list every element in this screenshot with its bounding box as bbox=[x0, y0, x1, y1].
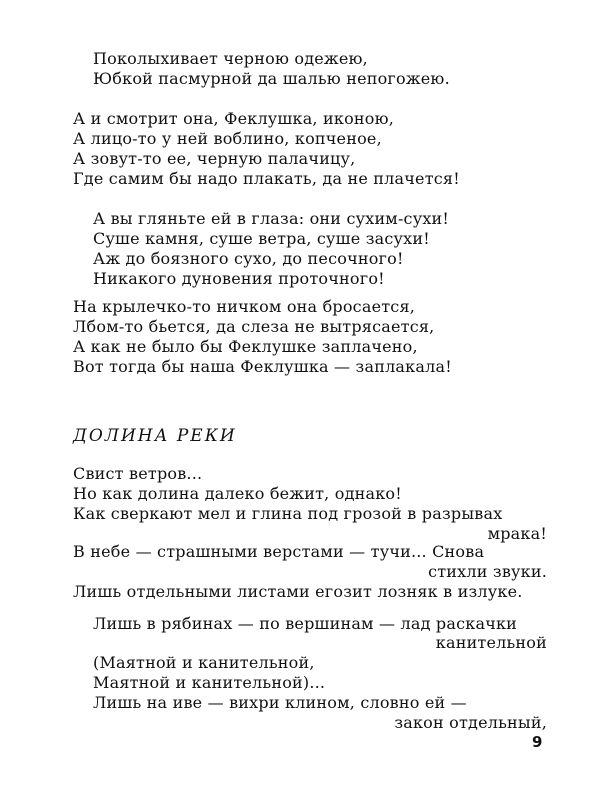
poem-line: Лишь на иве — вихри клином, словно ей — bbox=[93, 693, 467, 712]
poem-line: Лбом-то бьется, да слеза не вытрясается, bbox=[73, 317, 435, 336]
poem-line: А как не было бы Феклушке заплачено, bbox=[73, 337, 418, 356]
page-number: 9 bbox=[532, 733, 543, 751]
poem-line: Суше камня, суше ветра, суше засухи! bbox=[93, 229, 430, 248]
poem-line: В небе — страшными верстами — тучи... Снова bbox=[73, 542, 485, 561]
poem-title: ДОЛИНА РЕКИ bbox=[73, 426, 237, 446]
poem-line: А и смотрит она, Феклушка, иконою, bbox=[73, 109, 395, 128]
poem-line: Где самим бы надо плакать, да не плачется! bbox=[73, 169, 460, 188]
poem-line: А вы гляньте ей в глаза: они сухим-сухи! bbox=[93, 209, 450, 228]
poem-line-continuation: стихли звуки. bbox=[428, 562, 547, 581]
poem-line: Но как долина далеко бежит, однако! bbox=[73, 484, 402, 503]
poem-line: Никакого дуновения проточного! bbox=[93, 269, 385, 288]
poem-line-continuation: мрака! bbox=[487, 524, 547, 543]
poem-line: (Маятной и канительной, bbox=[93, 653, 315, 672]
poem-line: Свист ветров... bbox=[73, 464, 203, 483]
poem-line: А лицо-то у ней воблино, копченое, bbox=[73, 129, 382, 148]
poem-line: Юбкой пасмурной да шалью непогожею. bbox=[93, 69, 450, 88]
poem-line: Вот тогда бы наша Феклушка — заплакала! bbox=[73, 357, 452, 376]
poem-line: Лишь отдельными листами егозит лозняк в излуке. bbox=[73, 582, 523, 601]
poem-line: А зовут-то ее, черную палачицу, bbox=[73, 149, 356, 168]
poem-line: Поколыхивает черною одежею, bbox=[93, 49, 368, 68]
poem-line: Маятной и канительной)... bbox=[93, 673, 326, 692]
poem-line-continuation: канительной bbox=[435, 633, 547, 652]
poem-line: На крылечко-то ничком она бросается, bbox=[73, 297, 416, 316]
poem-line-continuation: закон отдельный, bbox=[394, 713, 547, 732]
poem-line: Как сверкают мел и глина под грозой в разрывах bbox=[73, 504, 503, 523]
poem-line: Аж до боязного сухо, до песочного! bbox=[93, 249, 404, 268]
poem-line: Лишь в рябинах — по вершинам — лад раскачки bbox=[93, 614, 518, 633]
